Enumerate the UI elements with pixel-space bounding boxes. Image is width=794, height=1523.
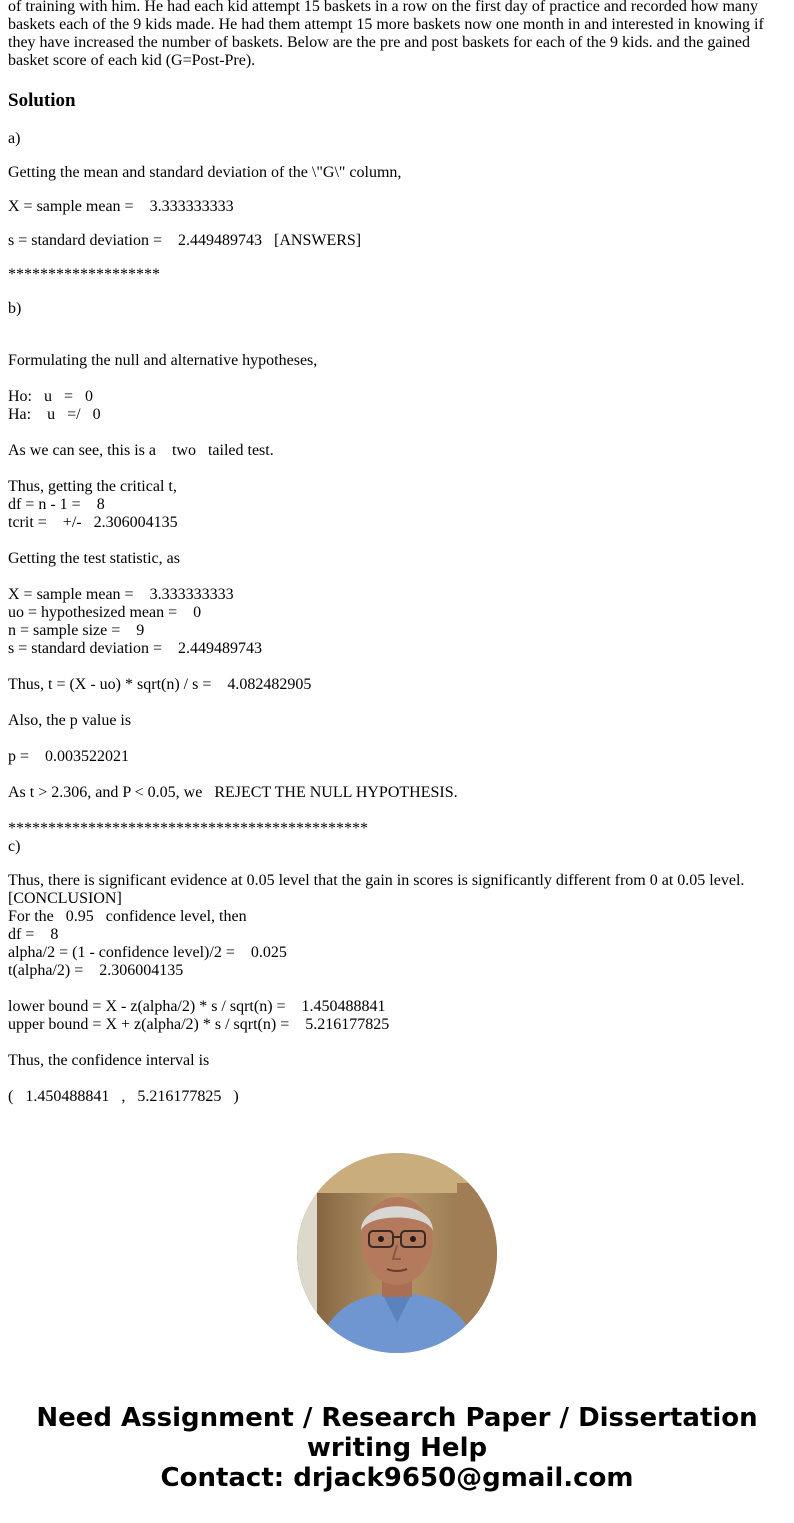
critical-t-value: tcrit = +/- 2.306004135 [8,514,178,531]
separator: ********************************************* [8,820,368,837]
author-portrait-image [297,1153,497,1353]
footer-line-2: writing Help [306,1433,488,1463]
t-statistic: Thus, t = (X - uo) * sqrt(n) / s = 4.082482905 [8,676,312,693]
footer-contact: Contact: drjack9650@gmail.com [160,1463,634,1493]
part-c-label: c) [8,838,21,855]
hypothesized-mean: uo = hypothesized mean = 0 [8,604,202,621]
author-avatar [297,1153,497,1353]
critical-t-lead: Thus, getting the critical t, [8,478,177,495]
standard-deviation: s = standard deviation = 2.449489743 [8,640,263,657]
sample-size: n = sample size = 9 [8,622,145,639]
conclusion: Thus, there is significant evidence at 0.05 level that the gain in scores is significantly different from 0 at 0.05 level. [CONCLUSION] [8,872,745,907]
alpha-half: alpha/2 = (1 - confidence level)/2 = 0.025 [8,944,287,961]
test-statistic-lead: Getting the test statistic, as [8,550,180,567]
solution-heading: Solution [8,90,76,111]
part-b-label: b) [8,300,22,317]
lower-bound: lower bound = X - z(alpha/2) * s / sqrt(n) = 1.450488841 [8,998,386,1015]
part-a-mean: X = sample mean = 3.333333333 [8,198,234,215]
footer-promo [0,1403,794,1493]
ci-lead: Thus, the confidence interval is [8,1052,210,1069]
t-alpha-half: t(alpha/2) = 2.306004135 [8,962,184,979]
footer-line-1: Need Assignment / Research Paper / Dissertation [36,1403,758,1433]
separator: ******************* [8,266,160,283]
part-a-lead: Getting the mean and standard deviation of the \"G\" column, [8,164,402,181]
ci-degrees-of-freedom: df = 8 [8,926,59,943]
solution-document [8,0,778,1106]
confidence-level: For the 0.95 confidence level, then [8,908,247,925]
decision: As t > 2.306, and P < 0.05, we REJECT THE NULL HYPOTHESIS. [8,784,458,801]
confidence-interval: ( 1.450488841 , 5.216177825 ) [8,1088,239,1105]
tail-statement: As we can see, this is a two tailed test. [8,442,274,459]
null-hypothesis: Ho: u = 0 [8,388,94,405]
part-a-label: a) [8,130,21,147]
alternative-hypothesis: Ha: u =/ 0 [8,406,101,423]
part-b-lead: Formulating the null and alternative hypotheses, [8,352,318,369]
p-value: p = 0.003522021 [8,748,130,765]
sample-mean: X = sample mean = 3.333333333 [8,586,234,603]
p-value-lead: Also, the p value is [8,712,132,729]
problem-intro: of training with him. He had each kid attempt 15 baskets in a row on the first day of practice and recorded how many baskets each of the 9 kids made. He had them attempt 15 more baskets now one month in and interested in knowing if they have increased the number of baskets. Below are the pre and post baskets for each of the 9 kids. and the gained basket score of each kid (G=Post-Pre). [8,0,764,69]
part-a-sd: s = standard deviation = 2.449489743 [ANSWERS] [8,232,362,249]
upper-bound: upper bound = X + z(alpha/2) * s / sqrt(n) = 5.216177825 [8,1016,390,1033]
degrees-of-freedom: df = n - 1 = 8 [8,496,105,513]
